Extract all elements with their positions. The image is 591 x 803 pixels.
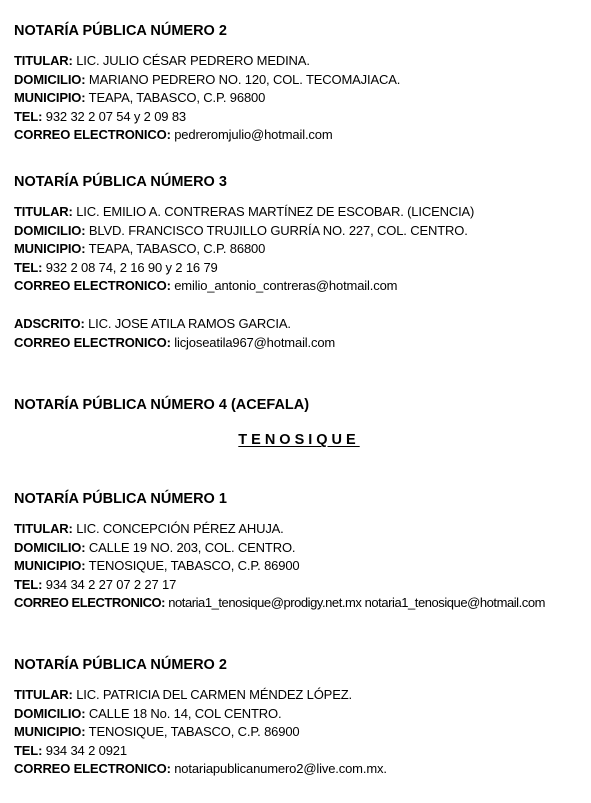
notary-section-3-teapa <box>14 173 584 352</box>
section-heading: NOTARÍA PÚBLICA NÚMERO 3 <box>14 174 227 190</box>
notary-section-2-tenosique <box>14 656 584 779</box>
domicilio-line: DOMICILIO: CALLE 18 No. 14, COL CENTRO. <box>14 705 282 721</box>
domicilio-line: DOMICILIO: CALLE 19 NO. 203, COL. CENTRO. <box>14 539 296 555</box>
section-heading: NOTARÍA PÚBLICA NÚMERO 2 <box>14 23 227 39</box>
tel-line: TEL: 932 2 08 74, 2 16 90 y 2 16 79 <box>14 259 218 275</box>
section-heading: NOTARÍA PÚBLICA NÚMERO 2 <box>14 657 227 673</box>
notary-section-2-teapa <box>14 22 584 145</box>
email-line: CORREO ELECTRONICO: emilio_antonio_contreras@hotmail.com <box>14 278 398 294</box>
municipio-line: MUNICIPIO: TENOSIQUE, TABASCO, C.P. 86900 <box>14 558 300 574</box>
tel-line: TEL: 934 34 2 27 07 2 27 17 <box>14 576 177 592</box>
adscrito-line: ADSCRITO: LIC. JOSE ATILA RAMOS GARCIA. <box>14 315 291 331</box>
domicilio-line: DOMICILIO: BLVD. FRANCISCO TRUJILLO GURRÍA NO. 227, COL. CENTRO. <box>14 222 468 238</box>
tel-line: TEL: 932 32 2 07 54 y 2 09 83 <box>14 108 187 124</box>
email-line: CORREO ELECTRONICO: pedreromjulio@hotmail.com <box>14 127 333 143</box>
section-heading: NOTARÍA PÚBLICA NÚMERO 1 <box>14 491 227 507</box>
notary-section-4-acefala <box>14 396 584 414</box>
titular-line: TITULAR: LIC. JULIO CÉSAR PEDRERO MEDINA. <box>14 53 310 68</box>
municipio-line: MUNICIPIO: TEAPA, TABASCO, C.P. 96800 <box>14 90 266 106</box>
section-heading: NOTARÍA PÚBLICA NÚMERO 4 (ACEFALA) <box>14 397 310 413</box>
email-line: CORREO ELECTRONICO: notaria1_tenosique@prodigy.net.mx notaria1_tenosique@hotmail.com <box>14 595 545 611</box>
notary-section-1-tenosique <box>14 490 584 613</box>
city-heading: TENOSIQUE <box>238 432 360 448</box>
email-line: CORREO ELECTRONICO: notariapublicanumero2@live.com.mx. <box>14 761 387 777</box>
municipio-line: MUNICIPIO: TEAPA, TABASCO, C.P. 86800 <box>14 241 266 257</box>
tel-line: TEL: 934 34 2 0921 <box>14 742 127 758</box>
adscrito-email-line: CORREO ELECTRONICO: licjoseatila967@hotmail.com <box>14 334 336 350</box>
titular-line: TITULAR: LIC. EMILIO A. CONTRERAS MARTÍNEZ DE ESCOBAR. (LICENCIA) <box>14 204 475 219</box>
domicilio-line: DOMICILIO: MARIANO PEDRERO NO. 120, COL. TECOMAJIACA. <box>14 71 401 87</box>
titular-line: TITULAR: LIC. PATRICIA DEL CARMEN MÉNDEZ LÓPEZ. <box>14 687 352 702</box>
municipio-line: MUNICIPIO: TENOSIQUE, TABASCO, C.P. 86900 <box>14 724 300 740</box>
titular-line: TITULAR: LIC. CONCEPCIÓN PÉREZ AHUJA. <box>14 521 284 536</box>
